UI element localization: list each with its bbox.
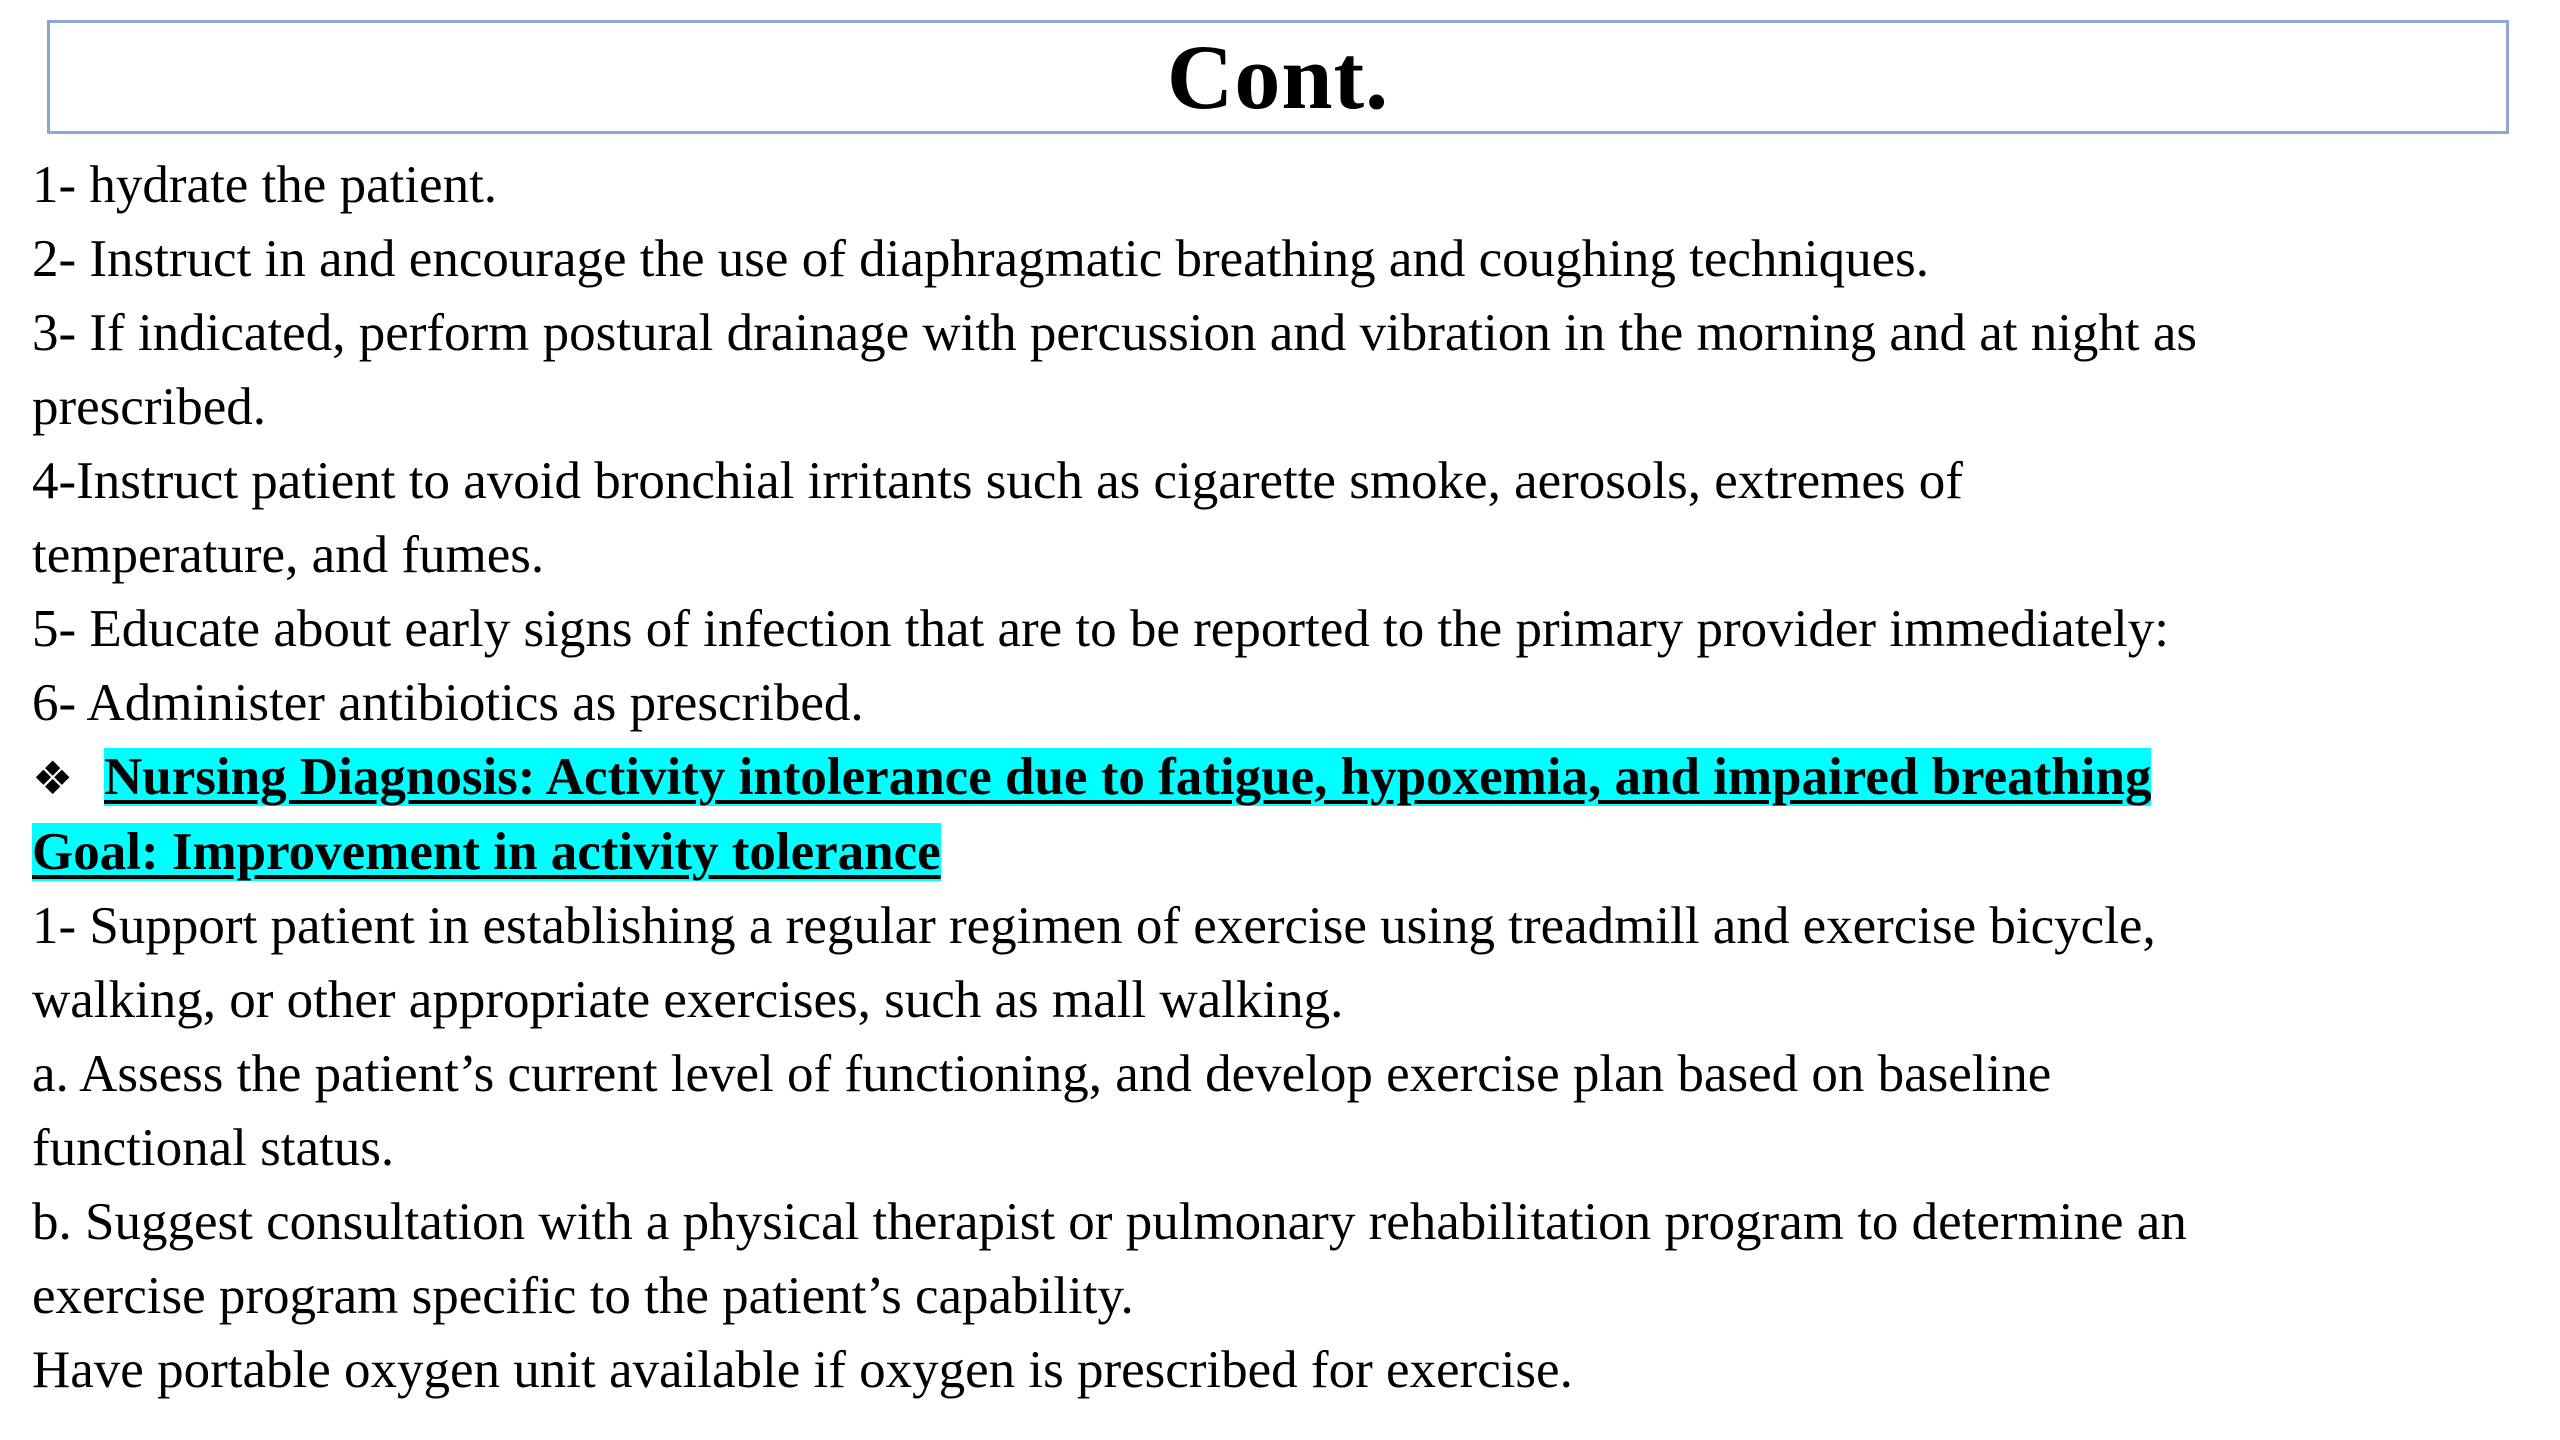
intervention-line-5: b. Suggest consultation with a physical therapist or pulmonary rehabilitation program to determine an: [32, 1193, 2187, 1251]
intervention-line-4: functional status.: [32, 1119, 395, 1177]
body-line-6: temperature, and fumes.: [32, 526, 545, 584]
slide-title: Cont.: [1166, 26, 1390, 128]
body-line-8: 6- Administer antibiotics as prescribed.: [32, 674, 864, 732]
body-line-7: 5- Educate about early signs of infection that are to be reported to the primary provider immediately:: [32, 600, 2169, 658]
diagnosis-line: [32, 740, 2552, 815]
body-line-1: 1- hydrate the patient.: [32, 156, 498, 214]
intervention-line-7: Have portable oxygen unit available if oxygen is prescribed for exercise.: [32, 1341, 1573, 1399]
title-box: [47, 20, 2509, 134]
intervention-line-3: a. Assess the patient’s current level of functioning, and develop exercise plan based on baseline: [32, 1045, 2052, 1103]
goal-line: [32, 815, 2552, 889]
goal-heading: Goal: Improvement in activity tolerance: [32, 823, 941, 881]
body-line-5: 4-Instruct patient to avoid bronchial irritants such as cigarette smoke, aerosols, extremes of: [32, 452, 1963, 510]
intervention-line-6: exercise program specific to the patient’s capability.: [32, 1267, 1134, 1325]
diamond-bullet-icon: ❖: [32, 751, 74, 805]
nursing-diagnosis-heading: Nursing Diagnosis: Activity intolerance due to fatigue, hypoxemia, and impaired breathing: [104, 748, 2152, 806]
slide-body: [32, 148, 2552, 1407]
intervention-line-1: 1- Support patient in establishing a regular regimen of exercise using treadmill and exercise bicycle,: [32, 897, 2156, 955]
body-line-2: 2- Instruct in and encourage the use of diaphragmatic breathing and coughing techniques.: [32, 230, 1930, 288]
body-line-3: 3- If indicated, perform postural drainage with percussion and vibration in the morning and at night as: [32, 304, 2198, 362]
body-line-4: prescribed.: [32, 378, 266, 436]
intervention-line-2: walking, or other appropriate exercises, such as mall walking.: [32, 971, 1344, 1029]
